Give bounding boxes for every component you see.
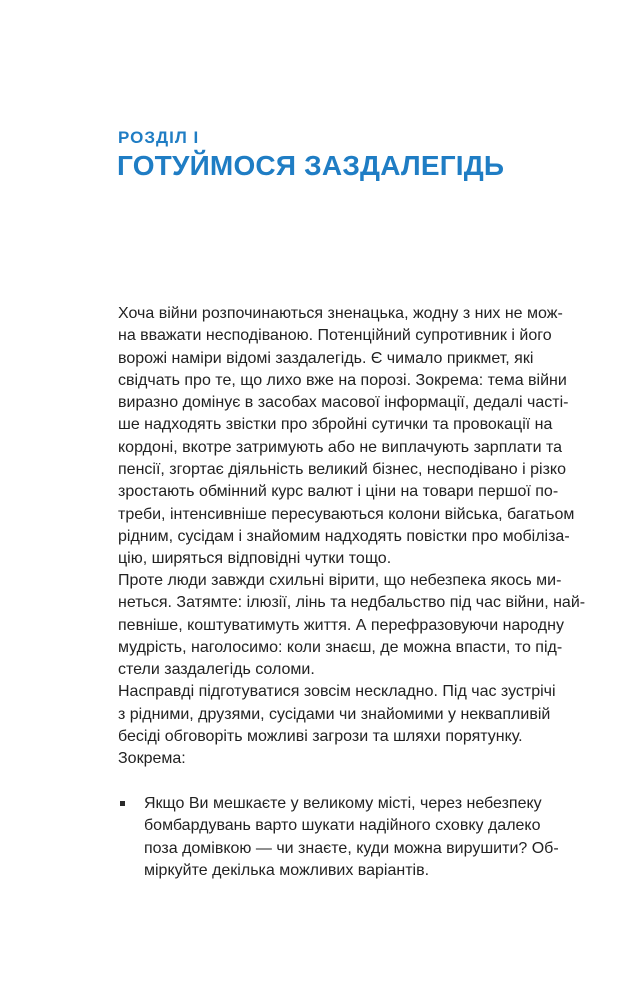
paragraph-1 — [118, 303, 575, 571]
text-line: Хоча війни розпочинаються зненацька, жодну з них не мож- — [118, 305, 563, 322]
text-line: рідним, сусідам і знайомим надходять повістки про мобіліза- — [118, 527, 570, 545]
paragraph-2 — [118, 570, 586, 748]
text-line: певніше, коштуватимуть життя. А перефразовуючи народну — [118, 616, 564, 634]
bullet-list — [118, 793, 559, 882]
text-line: пенсії, згортає діяльність великий бізнес, несподівано і різко — [118, 461, 566, 479]
text-line: Проте люди завжди схильні вірити, що небезпека якось ми- — [118, 572, 562, 589]
text-line: ворожі наміри відомі заздалегідь. Є чимало прикмет, які — [118, 349, 534, 367]
text-line: Якщо Ви мешкаєте у великому місті, через небезпеку — [144, 795, 542, 812]
text-line: стели заздалегідь соломи. — [118, 661, 315, 679]
text-line: міркуйте декілька можливих варіантів. — [144, 861, 430, 879]
list-item — [118, 793, 559, 882]
text-line: бесіді обговоріть можливі загрози та шляхи порятунку. — [118, 728, 523, 746]
text-line: ше надходять звістки про збройні сутички та провокації на — [118, 416, 553, 434]
text-line: неться. Затямте: ілюзії, лінь та недбальство під час війни, най- — [118, 594, 586, 612]
text-line: бомбардувань варто шукати надійного сховку далеко — [144, 817, 541, 835]
text-line: поза домівкою — чи знаєте, куди можна вирушити? Об- — [144, 839, 559, 857]
text-line: треби, інтенсивніше пересуваються колони війська, багатьом — [118, 505, 575, 523]
chapter-label: РОЗДІЛ І — [118, 128, 200, 147]
text-line: кордоні, вкотре затримують або не виплачують зарплати та — [118, 438, 563, 456]
text-line: на вважати несподіваною. Потенційний супротивник і його — [118, 327, 552, 345]
text-line: свідчать про те, що лихо вже на порозі. Зокрема: тема війни — [118, 371, 567, 389]
square-bullet-icon — [120, 801, 125, 806]
text-line: цію, ширяться відповідні чутки тощо. — [118, 550, 392, 568]
text-line: Насправді підготуватися зовсім нескладно. Під час зустрічі — [118, 683, 556, 701]
text-line: зростають обмінний курс валют і ціни на товари першої по- — [118, 483, 559, 501]
chapter-title: ГОТУЙМОСЯ ЗАЗДАЛЕГІДЬ — [117, 150, 505, 181]
text-line: виразно домінує в засобах масової інформації, дедалі часті- — [118, 394, 569, 412]
text-line: з рідними, друзями, сусідами чи знайомими у неквапливій — [118, 705, 551, 723]
paragraph-3 — [118, 748, 524, 770]
text-line: мудрість, наголосимо: коли знаєш, де можна впасти, то під- — [118, 638, 563, 656]
text-line: Зокрема: — [118, 750, 186, 767]
